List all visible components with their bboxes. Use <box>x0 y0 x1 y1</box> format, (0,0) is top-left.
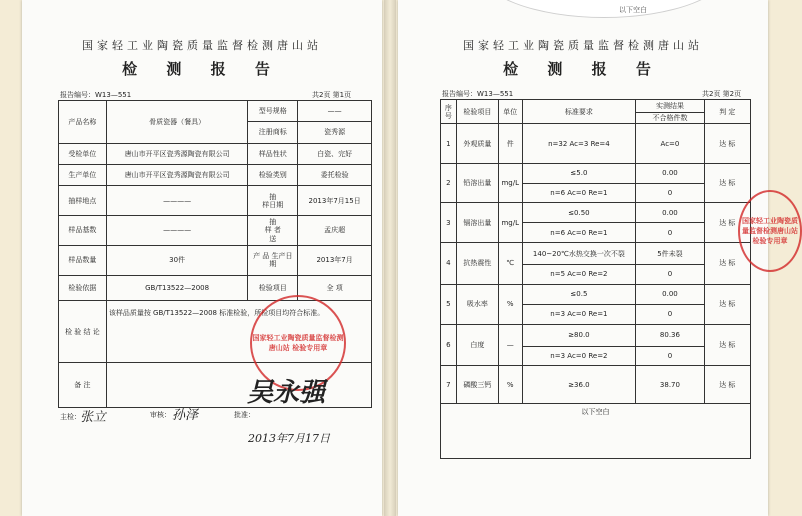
item-no: 4 <box>441 243 457 285</box>
item-unit: ℃ <box>498 243 522 285</box>
table-row <box>441 203 751 223</box>
item-name: 白度 <box>456 324 498 366</box>
item-nonconforming: 0 <box>636 346 704 366</box>
item-judgement: 达 标 <box>704 284 750 324</box>
value-trademark: 瓷秀源 <box>298 122 372 143</box>
value-production-date: 2013年7月 <box>298 245 372 275</box>
item-unit: mg/L <box>498 203 522 243</box>
item-name: 镉溶出量 <box>456 203 498 243</box>
master-signature: 张立 <box>80 410 107 425</box>
value-model: —— <box>298 101 372 122</box>
item-no: 2 <box>441 163 457 203</box>
page-info: 共2页 第1页 <box>312 91 352 99</box>
label-sampling-date: 抽 样日期 <box>248 186 298 216</box>
item-nonconforming: 0 <box>636 223 704 243</box>
header-seq: 序号 <box>441 100 457 124</box>
header-judgement: 判 定 <box>704 100 750 124</box>
item-result: 0.00 <box>636 284 704 304</box>
item-nonconforming: 0 <box>636 183 704 203</box>
item-standard: ≥36.0 <box>522 366 636 403</box>
item-judgement: 达 标 <box>704 366 750 403</box>
item-standard: ≤0.5 <box>522 284 636 304</box>
header-unit: 单位 <box>498 100 522 124</box>
label-model: 型号规格 <box>248 101 298 122</box>
item-no: 3 <box>441 203 457 243</box>
report-page-1 <box>22 0 382 516</box>
item-sampling: n=6 Ac=0 Re=1 <box>522 183 636 203</box>
item-nonconforming: 0 <box>636 265 704 285</box>
item-no: 5 <box>441 284 457 324</box>
header-nonconforming: 不合格件数 <box>636 113 704 124</box>
page-info-2: 共2页 第2页 <box>702 90 742 98</box>
item-standard: n=32 Ac=3 Re=4 <box>522 124 636 164</box>
item-no: 6 <box>441 324 457 366</box>
item-result: 0.00 <box>636 203 704 223</box>
item-name: 吸水率 <box>456 284 498 324</box>
value-basis: GB/T13522—2008 <box>106 275 248 301</box>
table-row <box>441 324 751 346</box>
table-row <box>441 284 751 304</box>
item-judgement: 达 标 <box>704 324 750 366</box>
report-number: 报告编号：W13—551 <box>60 91 132 99</box>
table-row <box>441 124 751 164</box>
table-row <box>441 366 751 403</box>
agency-name: 国家轻工业陶瓷质量监督检测唐山站 <box>82 39 322 52</box>
item-name: 外观质量 <box>456 124 498 164</box>
item-unit: % <box>498 366 522 403</box>
label-production-date: 产 品 生产日期 <box>248 245 298 275</box>
report-title: 检 测 报 告 <box>122 60 282 78</box>
table-row <box>441 243 751 265</box>
value-product-name: 骨质瓷器（餐具） <box>106 101 248 144</box>
item-standard: ≥80.0 <box>522 324 636 346</box>
item-unit: mg/L <box>498 163 522 203</box>
label-state: 样品性状 <box>248 143 298 164</box>
item-judgement: 达 标 <box>704 124 750 164</box>
value-place: ———— <box>106 186 248 216</box>
item-no: 7 <box>441 366 457 403</box>
value-conclusion: 该样品质量按 GB/T13522—2008 标准检验，所检项目均符合标准。 <box>106 301 371 363</box>
review-label: 审核： <box>150 411 171 419</box>
header-result: 实测结果 <box>636 100 704 113</box>
master-label: 主检： <box>60 413 81 421</box>
item-judgement: 达 标 <box>704 203 750 243</box>
agency-name-2: 国家轻工业陶瓷质量监督检测唐山站 <box>463 39 703 52</box>
item-name: 磷酸三钙 <box>456 366 498 403</box>
item-judgement: 达 标 <box>704 163 750 203</box>
top-circle: 以下空白 <box>478 0 730 18</box>
report-title-2: 检 测 报 告 <box>503 60 663 78</box>
label-conclusion: 检 验 结 论 <box>59 301 107 363</box>
official-seal-1: 国家轻工业陶瓷质量监督检测唐山站 检验专用章 <box>250 295 346 391</box>
item-result: 0.00 <box>636 163 704 183</box>
item-unit: — <box>498 324 522 366</box>
item-sampling: n=3 Ac=0 Re=1 <box>522 304 636 324</box>
label-basis: 检验依据 <box>59 275 107 301</box>
label-quantity: 样品数量 <box>59 245 107 275</box>
item-unit: % <box>498 284 522 324</box>
results-table <box>440 99 751 459</box>
item-nonconforming: 0 <box>636 304 704 324</box>
value-client: 唐山市开平区瓷秀源陶瓷有限公司 <box>106 143 248 164</box>
item-sampling: n=3 Ac=0 Re=2 <box>522 346 636 366</box>
item-no: 1 <box>441 124 457 164</box>
item-sampling: n=6 Ac=0 Re=1 <box>522 223 636 243</box>
report-number-2: 报告编号：W13—551 <box>442 90 514 98</box>
item-result: 5件未裂 <box>636 243 704 265</box>
blank-below-note: 以下空白 <box>441 403 751 458</box>
value-sampling-date: 2013年7月15日 <box>298 186 372 216</box>
handwritten-date: 2013年7月17日 <box>248 432 330 445</box>
header-item: 检验项目 <box>456 100 498 124</box>
item-sampling: n=5 Ac=0 Re=2 <box>522 265 636 285</box>
label-place: 抽样地点 <box>59 186 107 216</box>
label-client: 受检单位 <box>59 143 107 164</box>
label-category: 检验类别 <box>248 164 298 185</box>
item-unit: 件 <box>498 124 522 164</box>
label-base: 样品基数 <box>59 216 107 246</box>
item-name: 抗热震性 <box>456 243 498 285</box>
item-standard: ≤5.0 <box>522 163 636 183</box>
value-category: 委托检验 <box>298 164 372 185</box>
report-page-2 <box>398 0 798 516</box>
approve-label: 批准： <box>234 411 255 419</box>
value-base: ———— <box>106 216 248 246</box>
label-sender: 抽 样 者 送 <box>248 216 298 246</box>
value-maker: 唐山市开平区瓷秀源陶瓷有限公司 <box>106 164 248 185</box>
header-standard: 标准要求 <box>522 100 636 124</box>
label-maker: 生产单位 <box>59 164 107 185</box>
value-quantity: 30件 <box>106 245 248 275</box>
official-seal-2: 国家轻工业陶瓷质量监督检测唐山站 检验专用章 <box>738 190 802 272</box>
value-state: 白瓷、完好 <box>298 143 372 164</box>
label-test-items: 检验项目 <box>248 275 298 301</box>
review-signature: 孙泽 <box>172 408 199 423</box>
label-trademark: 注册商标 <box>248 122 298 143</box>
item-result: 80.36 <box>636 324 704 346</box>
label-product-name: 产品名称 <box>59 101 107 144</box>
item-name: 铅溶出量 <box>456 163 498 203</box>
item-result: 38.70 <box>636 366 704 403</box>
value-test-items: 全 项 <box>298 275 372 301</box>
page-fold <box>384 0 396 516</box>
value-sender: 孟庆超 <box>298 216 372 246</box>
item-standard: ≤0.50 <box>522 203 636 223</box>
item-judgement: 达 标 <box>704 243 750 285</box>
label-note: 备 注 <box>59 363 107 408</box>
table-row <box>441 163 751 183</box>
approve-signature: 吴永强 <box>247 378 326 408</box>
item-standard: 140~20℃水热交换一次不裂 <box>522 243 636 265</box>
item-result: Ac=0 <box>636 124 704 164</box>
